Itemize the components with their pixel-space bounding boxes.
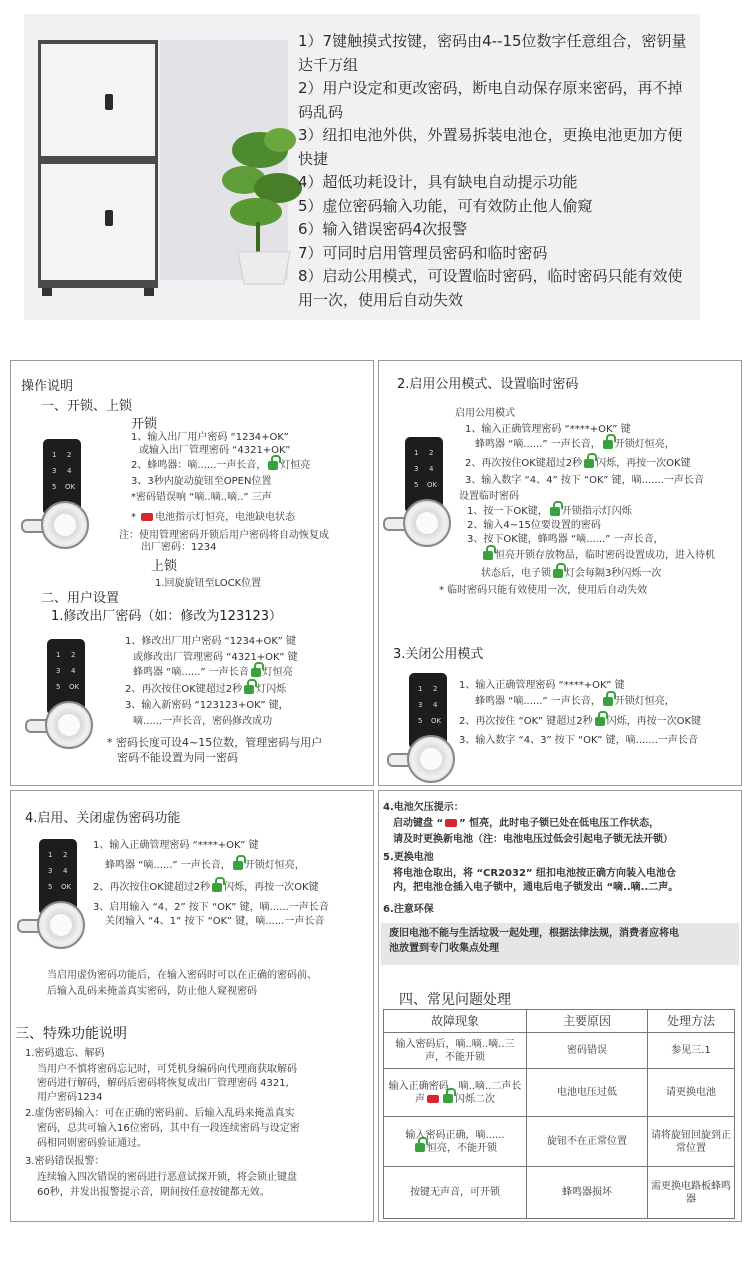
step-text: 3、3秒内旋动旋钮至OPEN位置: [131, 476, 272, 487]
body-text: 连续输入四次错误的密码进行恶意试探开锁，将会锁止键盘: [37, 1172, 297, 1183]
note-text: * 密码长度可设4~15位数，管理密码与用户: [107, 736, 323, 749]
step-text-part: 闪烁，再按一次OK键: [606, 716, 702, 727]
step-text-part: 蜂鸣器 “嘀......” 一声长音，: [475, 696, 601, 707]
operation-panel: [10, 360, 374, 786]
unlock-icon: [251, 668, 261, 677]
step-text-part: 2、蜂鸣器：嘀......一声长音，: [131, 460, 267, 471]
key-label: 3: [414, 465, 419, 473]
body-text: 当用户不慎将密码忘记时，可凭机身编码向代理商获取解码: [37, 1064, 297, 1075]
key-label: 4: [71, 667, 76, 675]
unlock-icon: [584, 459, 594, 468]
key-label: 5: [418, 717, 423, 725]
key-label: 5: [56, 683, 61, 691]
step-text: 3、输入新密码 “123123+OK” 键，: [125, 700, 289, 711]
key-label: 2: [67, 451, 72, 459]
cabinet-leg: [42, 288, 52, 296]
body-text: 码相同则密码验证通过。: [37, 1138, 147, 1149]
key-label: OK: [431, 717, 442, 725]
knob: [45, 701, 93, 749]
unlock-icon: [244, 685, 254, 694]
public-mode-panel: [378, 360, 742, 786]
table-cell: 按键无声音，可开锁: [384, 1167, 527, 1219]
table-row: [384, 1069, 735, 1117]
subsection-heading: 5.更换电池: [383, 852, 434, 863]
step-text: [481, 567, 661, 581]
table-cell: 请将旋钮回旋到正常位置: [648, 1117, 735, 1167]
body-text: [393, 817, 659, 831]
step-text-part: 蜂鸣器 “嘀......” 一声长音，: [105, 860, 231, 871]
column-header: 主要原因: [527, 1010, 648, 1033]
table-cell: 密码错误: [527, 1033, 648, 1069]
unlock-icon: [415, 1143, 425, 1152]
step-text-part: 2、再次按住 “OK” 键超过2秒: [459, 716, 593, 727]
note-text: 后输入乱码来掩盖真实密码，防止他人窥视密码: [47, 986, 257, 997]
cell-text: 闪烁二次: [455, 1093, 495, 1105]
step-text: 3、输入数字 “4、4” 按下 “OK” 键，嘀.......一声长音: [465, 475, 704, 486]
body-text: 池放置到专门收集点处理: [389, 943, 499, 954]
feature-item: 4）超低功耗设计，具有缺电自动提示功能: [298, 173, 578, 191]
feature-list: [298, 30, 694, 312]
step-text-part: 蜂鸣器 “嘀......” 一声长音，: [475, 439, 601, 450]
section-heading: 三、特殊功能说明: [15, 1026, 127, 1042]
key-label: OK: [69, 683, 80, 691]
step-text: 1、输入正确管理密码 “****+OK” 键: [93, 840, 259, 851]
step-text: [475, 438, 675, 452]
step-text-part: 开锁灯恒亮，: [614, 696, 675, 707]
key-label: 5: [414, 481, 419, 489]
unlock-icon: [550, 507, 560, 516]
unlock-icon: [603, 440, 613, 449]
section-heading: 二、用户设置: [41, 591, 120, 606]
step-text: *密码错误响 “嘀..嘀..嘀..” 三声: [131, 492, 272, 503]
battery-icon: [445, 819, 457, 827]
body-text: 内，把电池仓插入电子锁中，通电后电子锁发出 “嘀..嘀..二声。: [393, 882, 679, 893]
step-text-part: 开锁灯恒亮，: [244, 860, 305, 871]
feature-item: 7）可同时启用管理员密码和临时密码: [298, 243, 548, 262]
feature-item: 8）启动公用模式，可设置临时密码，临时密码只能有效使用一次，使用后自动失效: [298, 267, 683, 309]
body-text: 密码，总共可输入16位密码，其中有一段连续密码与设定密: [37, 1123, 300, 1134]
step-text-part: 2、再次按住OK键超过2秒: [93, 882, 211, 893]
note-text: 密码不能设置为同一密码: [117, 751, 238, 764]
step-text-part: 状态后，电子锁: [481, 568, 551, 579]
knob: [41, 501, 89, 549]
lock-icon: [105, 210, 113, 226]
unlock-icon: [443, 1094, 453, 1103]
panel-title: 操作说明: [21, 379, 74, 394]
key-label: 4: [67, 467, 72, 475]
unlock-icon: [595, 717, 605, 726]
feature-item: 2）用户设定和更改密码，断电自动保存原来密码，再不掉码乱码: [298, 79, 683, 121]
key-label: 4: [433, 701, 438, 709]
table-header-row: [384, 1010, 735, 1033]
body-text: 用户密码1234: [37, 1092, 103, 1103]
key-label: 1: [48, 851, 53, 859]
unlock-icon: [212, 883, 222, 892]
table-cell: [384, 1117, 527, 1167]
step-text-part: 2、再次按住OK键超过2秒: [465, 458, 583, 469]
key-label: OK: [427, 481, 438, 489]
knob: [37, 901, 85, 949]
key-label: OK: [61, 883, 72, 891]
step-text: [131, 459, 310, 473]
panel-title: 2.启用公用模式、设置临时密码: [397, 377, 579, 392]
step-text-part: 1、按一下OK键，: [467, 506, 548, 517]
plant-illustration: [220, 110, 310, 290]
note-text: * 临时密码只能有效使用一次，使用后自动失效: [439, 585, 648, 596]
feature-item: 1）7键触摸式按键，密码由4--15位数字任意组合，密钥量达千万组: [298, 32, 687, 74]
subsection-heading: 上锁: [151, 559, 178, 574]
step-text: 1、修改出厂用户密码 “1234+OK” 键: [125, 636, 297, 647]
step-text: 1.回旋旋钮至LOCK位置: [155, 578, 262, 589]
step-text: 或输入出厂管理密码 “4321+OK”: [139, 445, 291, 456]
cabinet-door-bottom: [41, 164, 155, 280]
step-text-part: 闪烁，再按一次OK键: [596, 458, 691, 469]
note-text: 当启用虚伪密码功能后，在输入密码时可以在正确的密码前、: [47, 970, 317, 981]
knob: [403, 499, 451, 547]
fake-password-panel: [10, 790, 374, 1222]
unlock-icon: [233, 861, 243, 870]
cell-text: 输入密码正确，嘀......: [405, 1129, 505, 1141]
key-label: 3: [52, 467, 57, 475]
step-text: [93, 881, 319, 895]
section-heading: 四、常见问题处理: [399, 992, 511, 1008]
body-text: 废旧电池不能与生活垃圾一起处理，根据法律法规，消费者应将电: [389, 928, 679, 939]
key-label: 1: [52, 451, 57, 459]
cabinet-door-top: [41, 44, 155, 156]
note-text: 出厂密码：1234: [141, 542, 217, 553]
feature-item: 3）纽扣电池外供，外置易拆装电池仓，更换电池更加方便快捷: [298, 126, 683, 168]
step-text: [481, 549, 715, 563]
step-text-part: 灯闪烁: [256, 684, 287, 695]
key-label: 5: [52, 483, 57, 491]
step-text-part: 开锁灯恒亮，: [614, 439, 675, 450]
key-label: 2: [433, 685, 438, 693]
step-text: 嘀......一声长音，密码修改成功: [133, 716, 273, 727]
body-text: 60秒，并发出报警提示音，期间按任意按键都无效。: [37, 1187, 270, 1198]
step-text-part: *: [131, 512, 136, 523]
knob: [407, 735, 455, 783]
body-text: 密码进行解码，解码后密码将恢复成出厂管理密码 4321,: [37, 1078, 289, 1089]
body-text: 请及时更换新电池（注：电池电压过低会引起电子锁无法开锁）: [393, 834, 673, 845]
key-label: 4: [63, 867, 68, 875]
cabinet-leg: [144, 288, 154, 296]
battery-faq-panel: [378, 790, 742, 1222]
subsection-heading: 4.电池欠压提示：: [383, 802, 464, 813]
column-header: 故障现象: [384, 1010, 527, 1033]
step-text: [467, 505, 632, 519]
step-text: 或修改出厂管理密码 “4321+OK” 键: [133, 652, 298, 663]
battery-icon: [141, 513, 153, 521]
step-text: 3、输入数字 “4、3” 按下 “OK” 键，嘀.......一声长音: [459, 735, 698, 746]
body-text-part: 启动键盘 “: [393, 818, 444, 829]
step-text: 3、按下OK键，蜂鸣器 “嘀......” 一声长音，: [467, 534, 664, 545]
subsection-heading: 设置临时密码: [459, 491, 519, 502]
unlock-icon: [603, 697, 613, 706]
faq-table: [383, 1009, 735, 1219]
step-text-part: 2、再次按住OK键超过2秒: [125, 684, 243, 695]
feature-item: 6）输入错误密码4次报警: [298, 220, 468, 238]
step-text: [131, 511, 295, 525]
step-text-part: 灯会每隔3秒闪烁一次: [565, 568, 662, 579]
step-text-part: 恒亮开锁存放物品，临时密码设置成功，进入待机: [495, 550, 715, 561]
step-text: 1、输入出厂用户密码 “1234+OK”: [131, 432, 289, 443]
table-cell: 请更换电池: [648, 1069, 735, 1117]
body-text: 2.虚伪密码输入：可在正确的密码前、后输入乱码来掩盖真实: [25, 1108, 295, 1119]
table-row: [384, 1167, 735, 1219]
battery-icon: [427, 1095, 439, 1103]
step-text: [475, 695, 675, 709]
section-heading: 一、开锁、上锁: [41, 399, 133, 414]
subsection-heading: 6.注意环保: [383, 904, 434, 915]
step-text: [459, 715, 701, 729]
lock-icon: [105, 94, 113, 110]
key-label: 2: [63, 851, 68, 859]
table-row: [384, 1033, 735, 1069]
body-text: 将电池仓取出，将 “CR2032” 纽扣电池按正确方向装入电池仓: [393, 868, 676, 879]
step-text: [465, 457, 691, 471]
key-label: 3: [418, 701, 423, 709]
table-cell: 需更换电路板蜂鸣器: [648, 1167, 735, 1219]
table-cell: [384, 1069, 527, 1117]
step-text-part: 电池指示灯恒亮，电池缺电状态: [155, 512, 296, 523]
key-label: 1: [418, 685, 423, 693]
subsection-heading: 开锁: [131, 417, 158, 432]
step-text: [133, 666, 293, 680]
key-label: OK: [65, 483, 76, 491]
key-label: 4: [429, 465, 434, 473]
step-text-part: 闪烁，再按一次OK键: [224, 882, 319, 893]
step-text: [105, 859, 305, 873]
table-cell: 电池电压过低: [527, 1069, 648, 1117]
key-label: 2: [429, 449, 434, 457]
body-text-part: ” 恒亮，此时电子锁已处在低电压工作状态，: [459, 818, 660, 829]
table-cell: 旋钮不在正常位置: [527, 1117, 648, 1167]
step-text: 2、输入4~15位要设置的密码: [467, 520, 601, 531]
step-text-part: 灯恒亮: [262, 667, 293, 678]
key-label: 3: [48, 867, 53, 875]
key-label: 3: [56, 667, 61, 675]
key-label: 1: [414, 449, 419, 457]
table-row: [384, 1117, 735, 1167]
subsection-heading: 3.密码错误报警：: [25, 1156, 105, 1167]
table-cell: 蜂鸣器损坏: [527, 1167, 648, 1219]
unlock-icon: [483, 551, 493, 560]
unlock-icon: [553, 569, 563, 578]
step-text: 3、启用输入 “4、2” 按下 “OK” 键，嘀......一声长音: [93, 902, 329, 913]
key-label: 2: [71, 651, 76, 659]
panel-title: 4.启用、关闭虚伪密码功能: [25, 811, 181, 826]
step-text-part: 灯恒亮: [280, 460, 311, 471]
step-text: [125, 683, 286, 697]
step-text-part: 蜂鸣器 “嘀......” 一声长音: [133, 667, 249, 678]
panel-title: 3.关闭公用模式: [393, 647, 484, 662]
subsection-heading: 启用公用模式: [455, 408, 515, 419]
feature-item: 5）虚位密码输入功能，可有效防止他人偷窥: [298, 196, 593, 215]
step-text: 1、输入正确管理密码 “****+OK” 键: [465, 424, 631, 435]
key-label: 5: [48, 883, 53, 891]
note-text: 注：使用管理密码开锁后用户密码将自动恢复成: [119, 530, 329, 541]
table-cell: 输入密码后，嘀..嘀..嘀..三声，不能开锁: [384, 1033, 527, 1069]
step-text: 关闭输入 “4、1” 按下 “OK” 键，嘀......一声长音: [105, 916, 325, 927]
step-text-part: 开锁指示灯闪烁: [561, 506, 632, 517]
cell-text: 恒亮，不能开锁: [427, 1142, 497, 1154]
subsection-heading: 1.修改出厂密码（如：修改为123123）: [51, 609, 283, 624]
column-header: 处理方法: [648, 1010, 735, 1033]
key-label: 1: [56, 651, 61, 659]
unlock-icon: [268, 461, 278, 470]
cabinet-illustration: [38, 40, 158, 288]
subsection-heading: 1.密码遗忘、解码: [25, 1048, 105, 1059]
step-text: 1、输入正确管理密码 “****+OK” 键: [459, 680, 625, 691]
cell-text: 输入正确密码，嘀..嘀..二声长声: [388, 1080, 522, 1105]
table-cell: 参见三.1: [648, 1033, 735, 1069]
